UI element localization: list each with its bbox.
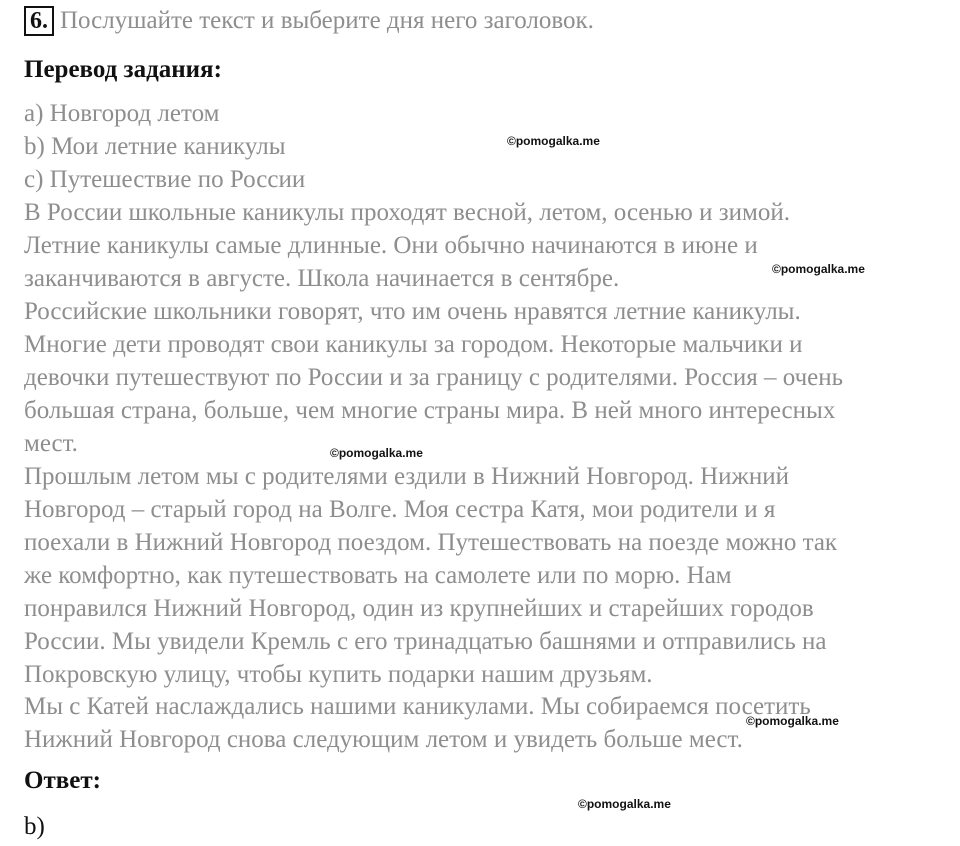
text-line: же комфортно, как путешествовать на самолете или по морю. Нам [24, 562, 732, 589]
watermark: ©pomogalka.me [507, 134, 600, 148]
option-a: a) Новгород летом [24, 100, 220, 127]
paragraph-2 [24, 295, 843, 460]
text-line: Прошлым летом мы с родителями ездили в Нижний Новгород. Нижний [24, 463, 789, 490]
watermark: ©pomogalka.me [746, 714, 839, 728]
options-list [24, 97, 305, 196]
task-header [24, 6, 594, 36]
option-b: b) Мои летние каникулы [24, 133, 286, 160]
answer-heading: Ответ: [24, 767, 101, 794]
text-line: Нижний Новгород снова следующим летом и увидеть больше мест. [24, 726, 743, 753]
paragraph-3 [24, 460, 837, 691]
watermark: ©pomogalka.me [772, 262, 865, 276]
translation-heading: Перевод задания: [24, 56, 222, 83]
text-line: Летние каникулы самые длинные. Они обычно начинаются в июне и [24, 232, 758, 259]
paragraph-1 [24, 196, 790, 295]
task-number: 6. [24, 6, 54, 36]
text-line: Многие дети проводят свои каникулы за городом. Некоторые мальчики и [24, 331, 803, 358]
text-line: Российские школьники говорят, что им очень нравятся летние каникулы. [24, 298, 801, 325]
text-line: девочки путешествуют по России и за границу с родителями. Россия – очень [24, 364, 844, 391]
text-line: большая страна, больше, чем многие страны мира. В ней много интересных [24, 397, 836, 424]
text-line: понравился Нижний Новгород, один из крупнейших и старейших городов [24, 595, 814, 622]
text-line: поехали в Нижний Новгород поездом. Путешествовать на поезде можно так [24, 529, 838, 556]
task-instruction: Послушайте текст и выберите дня него заголовок. [60, 7, 594, 34]
text-line: мест. [24, 430, 78, 457]
text-line: Покровскую улицу, чтобы купить подарки нашим друзьям. [24, 661, 653, 688]
text-line: Мы с Катей наслаждались нашими каникулами. Мы собираемся посетить [24, 693, 811, 720]
watermark: ©pomogalka.me [578, 797, 671, 811]
text-line: Новгород – старый город на Волге. Моя сестра Катя, мои родители и я [24, 496, 776, 523]
option-c: c) Путешествие по России [24, 166, 306, 193]
text-line: В России школьные каникулы проходят весной, летом, осенью и зимой. [24, 199, 790, 226]
text-line: заканчиваются в августе. Школа начинается в сентябре. [24, 265, 620, 292]
watermark: ©pomogalka.me [330, 446, 423, 460]
answer-value: b) [24, 813, 45, 840]
text-line: России. Мы увидели Кремль с его тринадцатью башнями и отправились на [24, 628, 827, 655]
paragraph-4 [24, 690, 811, 756]
